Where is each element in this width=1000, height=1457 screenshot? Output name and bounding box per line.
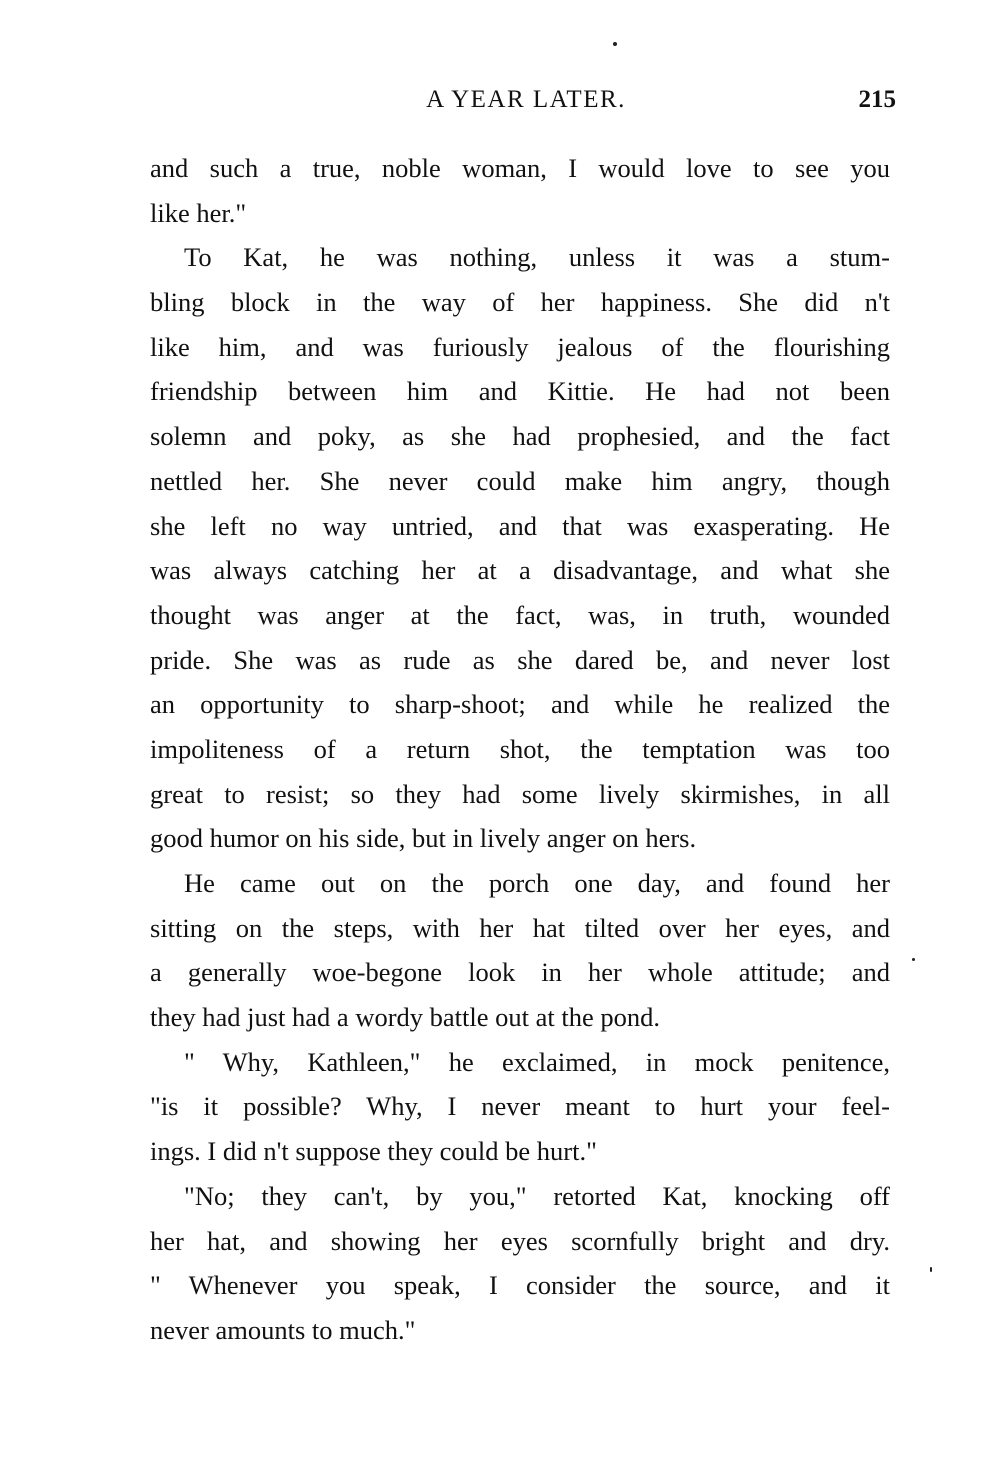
text-line: friendship between him and Kittie. He had not been [150, 376, 890, 407]
text-line: an opportunity to sharp-shoot; and while he realized the [150, 689, 890, 720]
text-line: good humor on his side, but in lively anger on hers. [150, 823, 697, 854]
paragraph-continuation [150, 146, 890, 235]
ink-speck-right [912, 958, 915, 961]
text-line: a generally woe-begone look in her whole attitude; and [150, 957, 890, 988]
text-line: never amounts to much." [150, 1314, 416, 1345]
text-line: thought was anger at the fact, was, in truth, wounded [150, 599, 890, 630]
text-line: they had just had a wordy battle out at the pond. [150, 1002, 661, 1033]
page-number: 215 [858, 86, 896, 113]
paragraph-kat-retort [150, 1174, 890, 1353]
running-title: A YEAR LATER. [426, 86, 626, 113]
text-line: nettled her. She never could make him angry, though [150, 465, 890, 496]
text-line: "No; they can't, by you," retorted Kat, knocking off [184, 1180, 890, 1211]
text-line: she left no way untried, and that was exasperating. He [150, 510, 890, 541]
paragraph-kat-description [150, 235, 890, 861]
text-line: great to resist; so they had some lively skirmishes, in all [150, 778, 890, 809]
text-line: like her." [150, 197, 247, 228]
ink-speck-margin [930, 1267, 932, 1272]
text-line: To Kat, he was nothing, unless it was a stum- [184, 242, 890, 273]
ink-speck-top [613, 42, 617, 46]
text-line: sitting on the steps, with her hat tilted over her eyes, and [150, 912, 890, 943]
text-line: her hat, and showing her eyes scornfully bright and dry. [150, 1225, 890, 1256]
text-line: impoliteness of a return shot, the temptation was too [150, 733, 890, 764]
text-line: like him, and was furiously jealous of the flourishing [150, 331, 890, 362]
text-line: " Why, Kathleen," he exclaimed, in mock penitence, [184, 1046, 890, 1077]
paragraph-why-kathleen [150, 1040, 890, 1174]
text-line: solemn and poky, as she had prophesied, and the fact [150, 421, 890, 452]
text-line: He came out on the porch one day, and found her [184, 868, 890, 898]
text-line: ings. I did n't suppose they could be hurt." [150, 1136, 597, 1167]
page-header [150, 78, 902, 122]
body-text [150, 146, 890, 1353]
text-line: pride. She was as rude as she dared be, and never lost [150, 644, 890, 675]
text-line: "is it possible? Why, I never meant to hurt your feel- [150, 1091, 890, 1122]
text-line: was always catching her at a disadvantage, and what she [150, 555, 890, 586]
text-line: bling block in the way of her happiness. She did n't [150, 287, 890, 318]
text-line: and such a true, noble woman, I would love to see you [150, 153, 890, 183]
paragraph-porch [150, 861, 890, 1040]
text-line: " Whenever you speak, I consider the source, and it [150, 1270, 890, 1301]
